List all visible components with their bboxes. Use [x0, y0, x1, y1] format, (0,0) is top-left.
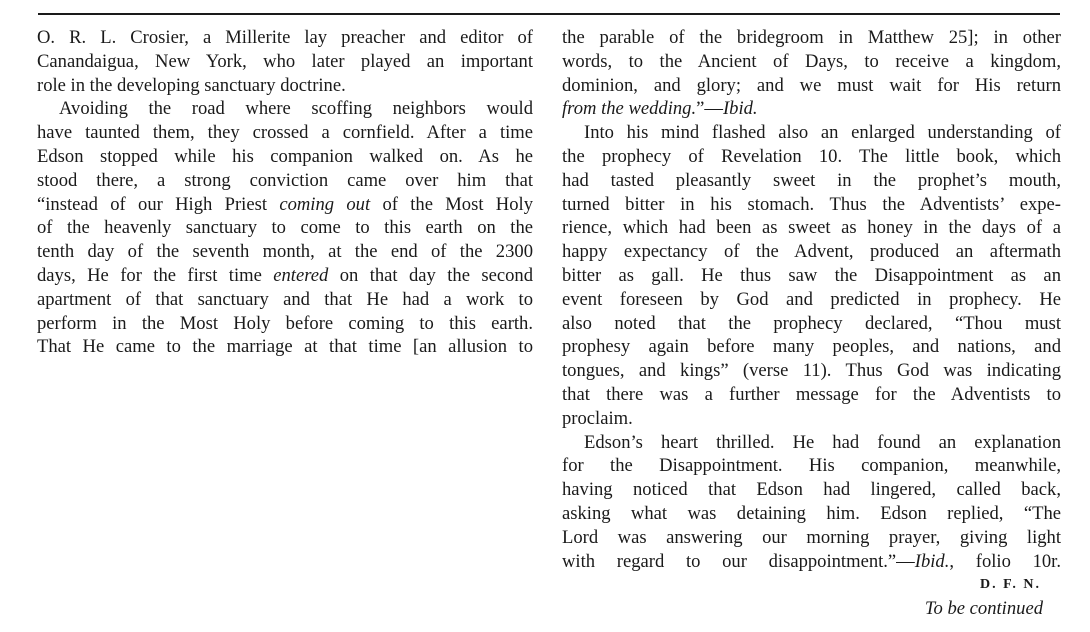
text-line: tongues, and kings” (verse 11). Thus God was indicating: [562, 360, 1061, 382]
text-line: the prophecy of Revelation 10. The little book, which: [562, 145, 1061, 167]
text-line: turned bitter in his stomach. Thus the Adventists’ expe-: [562, 193, 1061, 215]
text-line: of the heavenly sanctuary to come to this earth on the: [37, 217, 533, 239]
paragraph-start-line: Edson’s heart thrilled. He had found an explanation: [584, 431, 1061, 453]
right-column: [562, 26, 1061, 621]
text-line: also noted that the prophecy declared, “Thou must: [562, 312, 1061, 334]
text-line: Edson stopped while his companion walked on. As he: [37, 145, 533, 167]
continued-note: To be continued: [924, 598, 1043, 620]
text-line: words, to the Ancient of Days, to receive a kingdom,: [562, 50, 1061, 72]
text-line: [562, 550, 1061, 574]
left-column: [37, 26, 533, 359]
text-line: apartment of that sanctuary and that He had a work to: [37, 288, 533, 310]
author-initials: D. F. N.: [980, 577, 1041, 593]
text-run: ”—: [696, 98, 723, 120]
text-run: with regard to our disappointment.”—: [562, 550, 915, 572]
text-line: bitter as gall. He thus saw the Disappointment as an: [562, 264, 1061, 286]
paragraph-start-line: Avoiding the road where scoffing neighbors would: [59, 98, 533, 120]
text-line: the parable of the bridegroom in Matthew 25]; in other: [562, 27, 1061, 48]
text-line: O. R. L. Crosier, a Millerite lay preacher and editor of: [37, 27, 533, 48]
italic-run: from the wedding.: [562, 98, 697, 120]
text-line: [562, 97, 1061, 121]
text-line: stood there, a strong conviction came over him that: [37, 169, 533, 191]
text-line: for the Disappointment. His companion, meanwhile,: [562, 455, 1061, 477]
text-line: asking what was detaining him. Edson replied, “The: [562, 502, 1061, 524]
text-run: days, He for the first time: [37, 264, 274, 286]
text-line: event foreseen by God and predicted in prophecy. He: [562, 288, 1061, 310]
text-line: proclaim.: [562, 407, 633, 429]
text-line: dominion, and glory; and we must wait for His return: [562, 74, 1061, 96]
text-run: , folio 10r.: [949, 550, 1061, 572]
text-line: having noticed that Edson had lingered, called back,: [562, 479, 1061, 501]
text-line: happy expectancy of the Advent, produced an aftermath: [562, 241, 1061, 263]
italic-run: entered: [273, 264, 329, 286]
text-line: [37, 193, 533, 217]
text-line: that there was a further message for the Adventists to: [562, 383, 1061, 405]
text-line: had tasted pleasantly sweet in the prophet’s mouth,: [562, 169, 1061, 191]
text-line: Canandaigua, New York, who later played an important: [37, 50, 533, 72]
italic-run: coming out: [279, 193, 371, 215]
top-rule: [38, 13, 1060, 15]
text-run: on that day the second: [328, 264, 533, 286]
text-line: have taunted them, they crossed a cornfield. After a time: [37, 122, 533, 144]
text-line: rience, which had been as sweet as honey in the days of a: [562, 217, 1061, 239]
text-line: tenth day of the seventh month, at the end of the 2300: [37, 241, 533, 263]
text-line: That He came to the marriage at that time [an allusion to: [37, 336, 533, 358]
text-run: “instead of our High Priest: [37, 193, 280, 215]
text-line: prophesy again before many peoples, and nations, and: [562, 336, 1061, 358]
text-line: role in the developing sanctuary doctrine.: [37, 74, 346, 96]
text-line: perform in the Most Holy before coming to this earth.: [37, 312, 533, 334]
italic-run: Ibid.: [722, 98, 758, 120]
text-line: [37, 264, 533, 288]
text-line: Lord was answering our morning prayer, giving light: [562, 526, 1061, 548]
italic-run: Ibid.: [914, 550, 950, 572]
text-run: of the Most Holy: [370, 193, 533, 215]
paragraph-start-line: Into his mind flashed also an enlarged understanding of: [584, 122, 1061, 144]
